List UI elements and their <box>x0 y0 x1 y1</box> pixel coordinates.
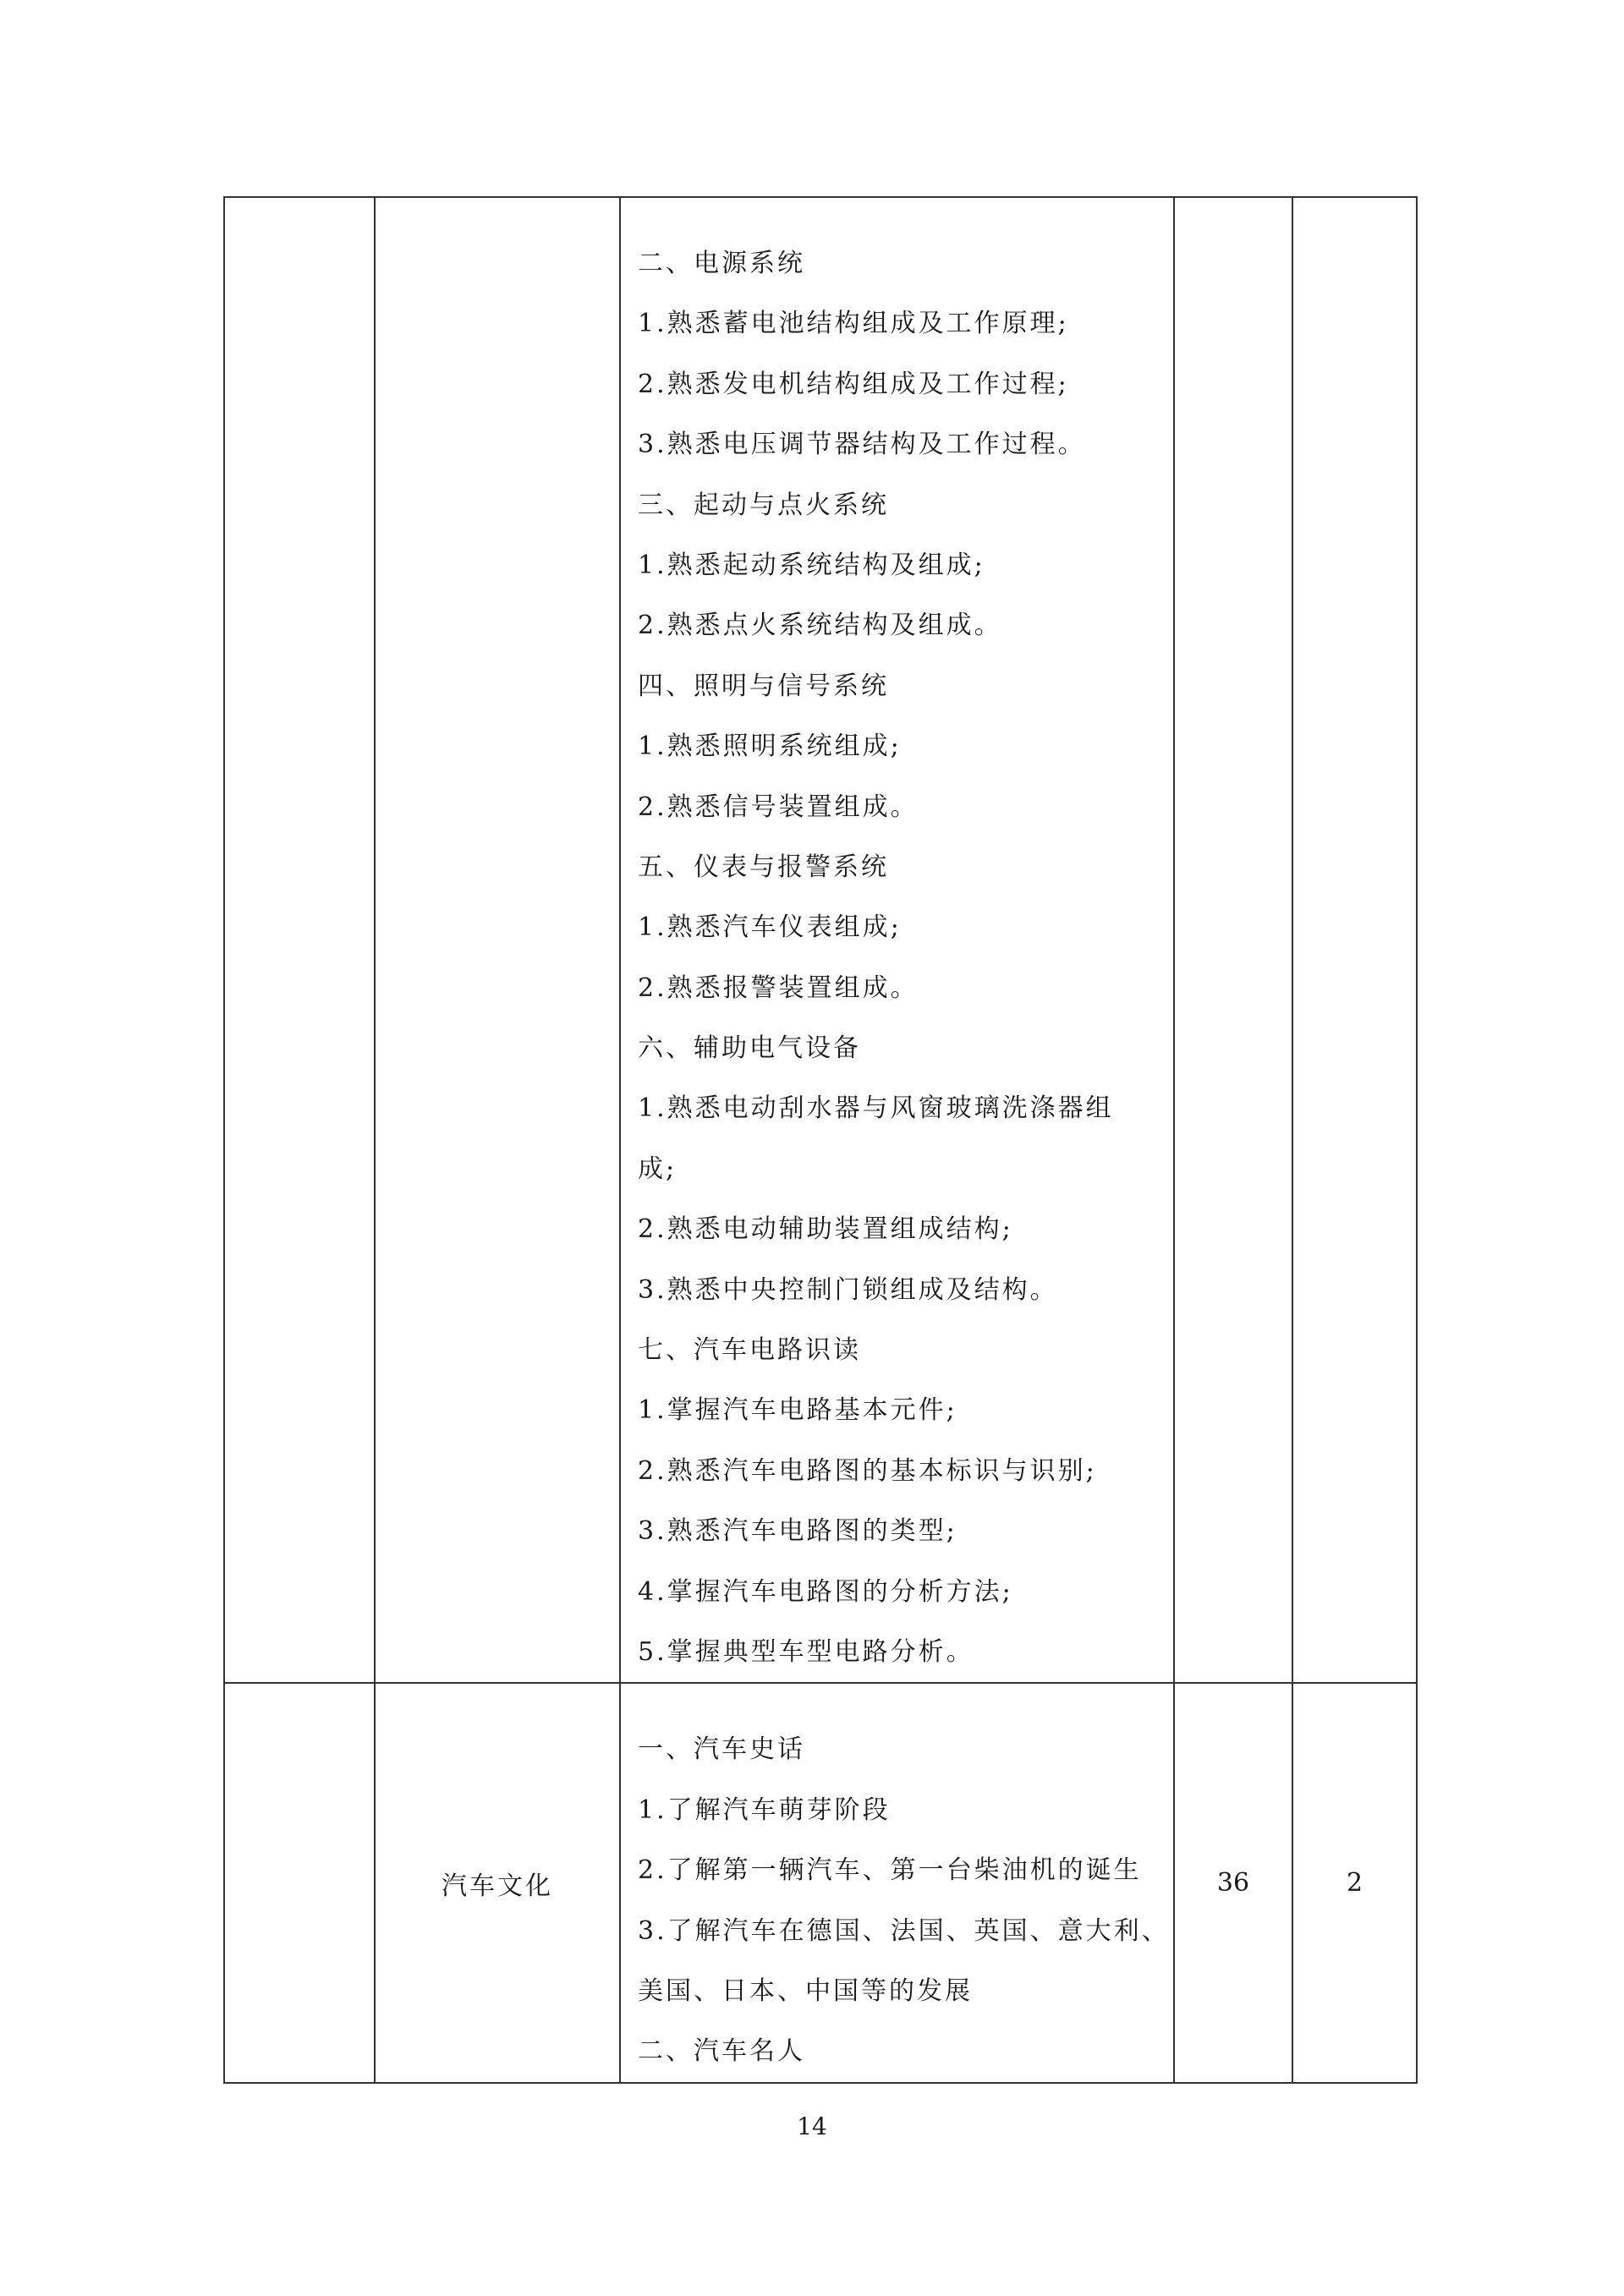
content-line: 七、汽车电路识读 <box>638 1335 861 1366</box>
content-line: 三、起动与点火系统 <box>638 490 889 520</box>
content-line: 4.掌握汽车电路图的分析方法; <box>638 1576 1013 1607</box>
hours-cell <box>1174 197 1292 1683</box>
content-line: 5.掌握典型车型电路分析。 <box>638 1636 974 1667</box>
content-line: 2.熟悉点火系统结构及组成。 <box>638 611 1002 641</box>
content-line: 1.熟悉照明系统组成; <box>638 732 902 762</box>
credits-cell <box>1292 197 1417 1683</box>
content-line: 1.了解汽车萌芽阶段 <box>638 1795 891 1825</box>
content-line: 2.熟悉信号装置组成。 <box>638 792 919 822</box>
content-line: 1.掌握汽车电路基本元件; <box>638 1395 957 1426</box>
content-line: 四、照明与信号系统 <box>638 671 889 701</box>
page-number: 14 <box>797 2112 827 2140</box>
hours-cell: 36 <box>1174 1683 1292 2082</box>
content-line: 1.熟悉汽车仪表组成; <box>638 912 902 943</box>
content-line: 2.熟悉发电机结构组成及工作过程; <box>638 369 1069 399</box>
course-content-cell <box>620 1683 1174 2082</box>
content-line: 3.熟悉电压调节器结构及工作过程。 <box>638 430 1086 460</box>
content-line: 成; <box>638 1153 678 1184</box>
table-row <box>224 1683 1417 2082</box>
content-line: 二、电源系统 <box>638 249 805 278</box>
content-line: 2.熟悉电动辅助装置组成结构; <box>638 1214 1013 1245</box>
content-line: 1.熟悉电动刮水器与风窗玻璃洗涤器组 <box>638 1093 1114 1124</box>
table-row <box>224 197 1417 1683</box>
credits-cell: 2 <box>1292 1683 1417 2082</box>
content-line: 3.熟悉中央控制门锁组成及结构。 <box>638 1274 1058 1305</box>
content-line: 3.熟悉汽车电路图的类型; <box>638 1516 957 1547</box>
content-line: 五、仪表与报警系统 <box>638 852 889 882</box>
content-line: 一、汽车史话 <box>638 1734 805 1765</box>
content-line: 2.熟悉报警装置组成。 <box>638 973 919 1003</box>
content-line: 美国、日本、中国等的发展 <box>638 1975 973 2006</box>
course-name-cell: 汽车文化 <box>375 1683 620 2082</box>
content-line: 2.了解第一辆汽车、第一台柴油机的诞生 <box>638 1855 1142 1886</box>
content-line: 1.熟悉起动系统结构及组成; <box>638 550 985 580</box>
content-line: 二、汽车名人 <box>638 2036 805 2067</box>
course-name-cell <box>375 197 620 1683</box>
content-line: 3.了解汽车在德国、法国、英国、意大利、 <box>638 1915 1170 1946</box>
category-cell <box>224 197 375 1683</box>
content-line: 1.熟悉蓄电池结构组成及工作原理; <box>638 309 1069 339</box>
curriculum-table <box>223 196 1418 2084</box>
course-content-cell <box>620 197 1174 1683</box>
category-cell <box>224 1683 375 2082</box>
content-line: 六、辅助电气设备 <box>638 1033 861 1064</box>
content-line: 2.熟悉汽车电路图的基本标识与识别; <box>638 1455 1097 1486</box>
